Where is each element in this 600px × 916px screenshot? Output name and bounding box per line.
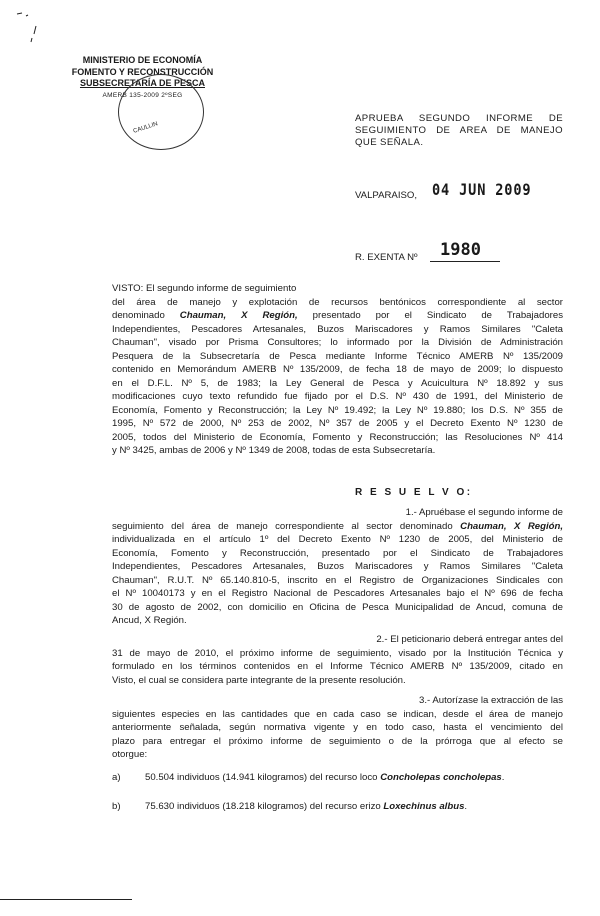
item-b-quantity: 75.630 individuos (18.218 kilogramos) del recurso erizo xyxy=(145,801,384,812)
visto-line: 2005, todos del Ministerio de Economía, Fomento y Reconstrucción; las Resoluciones Nº 414 xyxy=(112,431,563,443)
seal-text: CAULLIN xyxy=(132,121,159,135)
ministry-line3: SUBSECRETARÍA DE PESCA xyxy=(79,78,205,88)
point-1-line: Ancud, X Región. xyxy=(112,615,187,626)
item-a-quantity: 50.504 individuos (14.941 kilogramos) del recurso loco xyxy=(145,772,381,783)
resolution-point-2 xyxy=(112,633,563,687)
title-line1: APRUEBA SEGUNDO INFORME DE xyxy=(355,113,563,124)
scan-marks xyxy=(14,4,44,44)
point-1-line: Independientes, Pescadores Artesanales, Buzos Mariscadores y Ramos Similares "Caleta xyxy=(112,561,563,572)
visto-line: contenido en Memorándum AMERB Nº 135/2009, de fecha 18 de mayo de 2009; lo dispuesto xyxy=(112,364,563,375)
official-seal xyxy=(118,74,204,150)
visto-line: Pesquera de la Subsecretaría de Pesca mediante Informe Técnico AMERB Nº 135/2009 xyxy=(112,350,563,362)
item-b-end: . xyxy=(464,801,468,812)
visto-text: denominado xyxy=(112,310,180,321)
sector-name: Chauman, X Región, xyxy=(179,310,298,321)
ministry-line4: AMERB 135-2009 2ºSEG xyxy=(102,91,183,99)
point-1-line: Economía, Fomento y Reconstrucción, presentado por el Sindicato de Trabajadores xyxy=(112,547,563,559)
ministry-line2: FOMENTO Y RECONSTRUCCIÓN xyxy=(71,66,214,77)
point-1-line: 30 de agosto de 2002, con domicilio en Oficina de Pesca Municipalidad de Ancud, comuna de xyxy=(112,601,563,613)
item-a-label: a) xyxy=(112,772,121,783)
point-2-line: 31 de mayo de 2010, el próximo informe de seguimiento, visado por la Institución Técnica y xyxy=(112,647,563,659)
title-line3: QUE SEÑALA. xyxy=(355,137,424,148)
item-a-species: Concholepas concholepas xyxy=(380,772,502,783)
item-b-label: b) xyxy=(112,801,121,812)
item-b-text xyxy=(145,801,467,812)
date-stamp: 04 JUN 2009 xyxy=(432,180,532,199)
visto-line: Independientes, Pescadores Artesanales, Buzos Mariscadores y Ramos Similares "Caleta xyxy=(112,323,563,335)
exenta-number: 1980 xyxy=(440,240,481,260)
point-1-lead: 1.- Apruébase el segundo informe de xyxy=(405,507,563,518)
ministry-line1: MINISTERIO DE ECONOMÍA xyxy=(82,55,203,65)
visto-lead: VISTO: El segundo informe de seguimiento xyxy=(112,283,297,294)
visto-line: modificaciones cuyo texto refundido fue fijado por el D.S. Nº 430 de 1991, del Ministerio de xyxy=(112,391,563,402)
point-1-text: seguimiento del área de manejo correspondiente al sector denominado xyxy=(112,520,461,532)
sector-name: Chauman, X Región, xyxy=(460,520,563,532)
point-2-lead: 2.- El peticionario deberá entregar antes del xyxy=(376,634,563,645)
resolution-point-3 xyxy=(112,694,563,762)
title-line2: SEGUIMIENTO DE AREA DE MANEJO xyxy=(355,125,563,136)
visto-line: en el D.F.L. Nº 5, de 1983; la Ley General de Pesca y Acuicultura Nº 18.892 y sus xyxy=(112,377,563,389)
item-b-species: Loxechinus albus xyxy=(383,801,465,812)
visto-paragraph xyxy=(112,282,563,458)
visto-line: 1995, Nº 572 de 2000, Nº 253 de 2002, Nº 357 de 2005 y el Decreto Exento Nº 1230 de xyxy=(112,418,563,429)
item-a-text xyxy=(145,772,504,783)
visto-line: del área de manejo y explotación de recursos bentónicos correspondiente al sector xyxy=(112,296,563,308)
point-1-line: Chauman", R.U.T. Nº 65.140.810-5, inscrito en el Registro de Organizaciones Sindicales con xyxy=(112,574,563,586)
exenta-label: R. EXENTA Nº xyxy=(355,252,418,263)
visto-line xyxy=(112,309,563,323)
point-3-lead: 3.- Autorízase la extracción de las xyxy=(419,695,563,706)
point-1-line xyxy=(112,520,563,534)
resuelvo-heading: R E S U E L V O: xyxy=(355,487,473,498)
place-label: VALPARAISO, xyxy=(355,190,418,201)
resolution-point-1 xyxy=(112,506,563,628)
visto-line: y Nº 3425, ambas de 2006 y Nº 1349 de 2008, todas de esta Subsecretaría. xyxy=(112,445,436,456)
point-2-line: Visto, el cual se considera parte integrante de la presente resolución. xyxy=(112,674,406,686)
point-3-line: plazo para entregar el próximo informe de seguimiento o de la prórroga que al efecto se xyxy=(112,735,563,747)
point-1-line: individualizada en el artículo 1º del Decreto Exento Nº 1230 de 2005, del Ministerio de xyxy=(112,534,563,545)
document-title xyxy=(355,113,563,149)
visto-line: Chauman", visado por Prisma Consultores; lo informado por la División de Administración xyxy=(112,337,563,348)
exenta-underline xyxy=(430,261,500,262)
visto-text: presentado por el Sindicato de Trabajadores xyxy=(297,310,563,321)
footer-rule xyxy=(0,899,132,900)
visto-line: Economía, Fomento y Reconstrucción; la Ley Nº 19.492; la Ley Nº 19.880; los D.S. Nº 355 de xyxy=(112,404,563,416)
point-3-line: otorgue: xyxy=(112,749,148,760)
point-3-line: siguientes especies en las cantidades que en cada caso se indican, desde el área de manejo xyxy=(112,708,563,720)
point-2-line: formulado en los términos contenidos en el Informe Técnico AMERB Nº 135/2009, citado en xyxy=(112,661,563,672)
point-1-line: el Nº 10040173 y en el Registro Nacional de Pescadores Artesanales bajo el Nº 696 de fecha xyxy=(112,588,563,599)
point-3-line: anteriormente señalada, según normativa vigente y en todo caso, hasta el vencimiento del xyxy=(112,722,563,733)
item-a-end: . xyxy=(501,772,505,783)
